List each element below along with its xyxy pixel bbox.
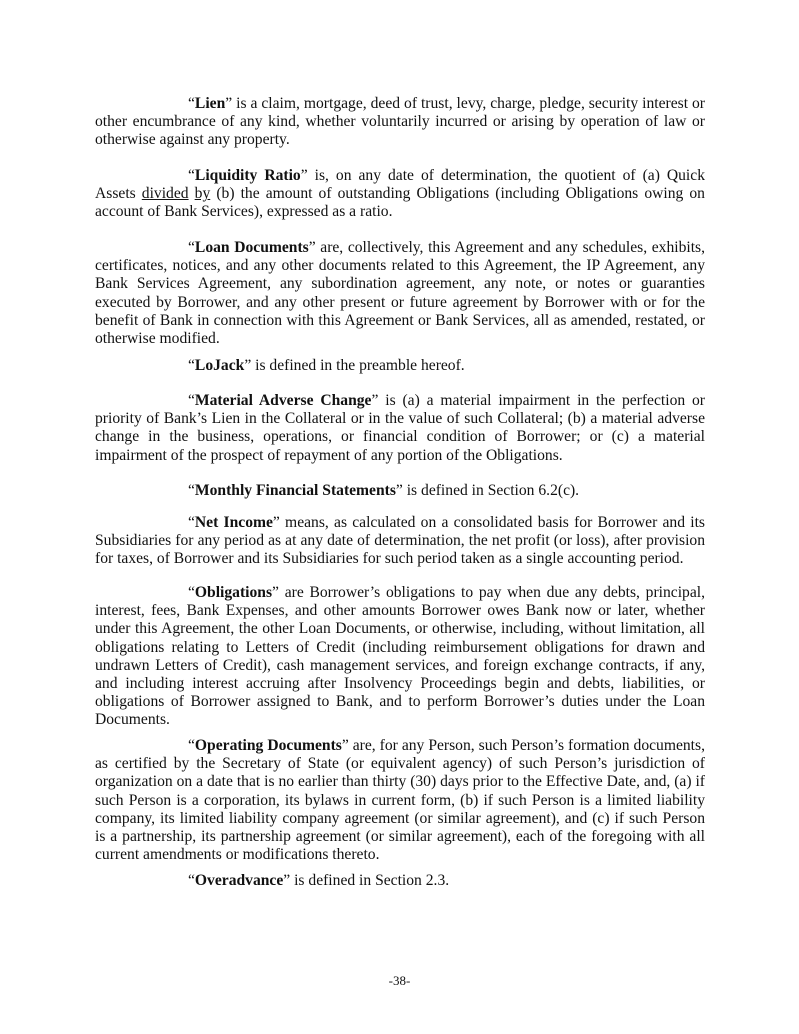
definition-material-adverse-change: “Material Adverse Change” is (a) a material impairment in the perfection or priority of Bank’s Lien in the Collateral or in the value of such Collateral; (b) a material adverse change in the business, operations, or financial condition of Borrower; or (c) a material impairment of the prospect of repayment of any portion of the Obligations.: [95, 392, 706, 464]
definition-operating-documents: “Operating Documents” are, for any Person, such Person’s formation documents, as certified by the Secretary of State (or equivalent agency) of such Person’s jurisdiction of organization on a date that is no earlier than thirty (30) days prior to the Effective Date, and, (a) if such Person is a corporation, its bylaws in current form, (b) if such Person is a limited liability company, its limited liability company agreement (or similar agreement), and (c) if such Person is a partnership, its partnership agreement (or similar agreement), each of the foregoing with all current amendments or modifications thereto.: [95, 737, 705, 864]
term: Loan Documents: [194, 239, 309, 256]
definition-liquidity-ratio: “Liquidity Ratio” is, on any date of determination, the quotient of (a) Quick Assets divided by (b) the amount of outstanding Obligations (including Obligations owing on account of Bank Services), expressed as a ratio.: [95, 167, 705, 221]
definition-text: are, for any Person, such Person’s formation documents, as certified by the Secretary of State (or equivalent agency) of such Person’s jurisdiction of organization on a date that is no earlier than thirty (30) days prior to the Effective Date, and, (a) if such Person is a corporation, its bylaws in current form, (b) if such Person is a limited liability company, its limited liability company agreement (or similar agreement), and (c) if such Person is a partnership, its partnership agreement (or similar agreement), each of the foregoing with all current amendments or modifications thereto.: [95, 737, 705, 864]
definition-net-income: “Net Income” means, as calculated on a consolidated basis for Borrower and its Subsidiaries for any period as at any date of determination, the net profit (or loss), after provision for taxes, of Borrower and its Subsidiaries for such period taken as a single accounting period.: [95, 514, 705, 568]
definition-text: are Borrower’s obligations to pay when due any debts, principal, interest, fees, Bank Expenses, and other amounts Borrower owes Bank now or later, whether under this Agreement, the other Loan Documents, or otherwise, including, without limitation, all obligations relating to Letters of Credit (including reimbursement obligations for drawn and undrawn Letters of Credit), cash management services, and foreign exchange contracts, if any, and including interest accruing after Insolvency Proceedings begin and debts, liabilities, or obligations of Borrower assigned to Bank, and to perform Borrower’s duties under the Loan Documents.: [95, 584, 705, 729]
term: Monthly Financial Statements: [194, 482, 396, 499]
underlined-word: divided: [141, 185, 189, 203]
definition-lojack: “LoJack” is defined in the preamble hereof.: [188, 357, 465, 374]
definition-text: (b) the amount of outstanding Obligations (including Obligations owing on account of Bank Services), expressed as a ratio.: [95, 185, 705, 221]
definition-text: is a claim, mortgage, deed of trust, levy, charge, pledge, security interest or other encumbrance of any kind, whether voluntarily incurred or arising by operation of law or otherwise against any property.: [95, 95, 705, 149]
definition-text: is defined in Section 2.3.: [290, 872, 450, 889]
term: Obligations: [194, 584, 273, 601]
definition-obligations: “Obligations” are Borrower’s obligations to pay when due any debts, principal, interest, fees, Bank Expenses, and other amounts Borrower owes Bank now or later, whether under this Agreement, the other Loan Documents, or otherwise, including, without limitation, all obligations relating to Letters of Credit (including reimbursement obligations for drawn and undrawn Letters of Credit), cash management services, and foreign exchange contracts, if any, and including interest accruing after Insolvency Proceedings begin and debts, liabilities, or obligations of Borrower assigned to Bank, and to perform Borrower’s duties under the Loan Documents.: [95, 584, 705, 729]
definition-text: is defined in Section 6.2(c).: [402, 482, 580, 499]
term: Overadvance: [194, 872, 284, 889]
term: Net Income: [194, 514, 273, 531]
definition-text: is (a) a material impairment in the perfection or priority of Bank’s Lien in the Collateral or in the value of such Collateral; (b) a material adverse change in the business, operations, or financial condition of Borrower; or (c) a material impairment of the prospect of repayment of any portion of the Obligations.: [95, 392, 706, 464]
definition-loan-documents: “Loan Documents” are, collectively, this Agreement and any schedules, exhibits, certificates, notices, and any other documents related to this Agreement, the IP Agreement, any Bank Services Agreement, any subordination agreement, any note, or notes or guaranties executed by Borrower, and any other present or future agreement by Borrower with or for the benefit of Bank in connection with this Agreement or Bank Services, all as amended, restated, or otherwise modified.: [95, 239, 706, 348]
definition-lien: “Lien” is a claim, mortgage, deed of trust, levy, charge, pledge, security interest or other encumbrance of any kind, whether voluntarily incurred or arising by operation of law or otherwise against any property.: [95, 95, 705, 149]
underlined-word: by: [194, 185, 211, 203]
term: LoJack: [194, 357, 245, 374]
term: Lien: [194, 95, 226, 112]
term: Liquidity Ratio: [194, 167, 301, 184]
term: Material Adverse Change: [194, 392, 372, 409]
page-number: -38-: [388, 973, 411, 988]
definition-text: are, collectively, this Agreement and any schedules, exhibits, certificates, notices, and any other documents related to this Agreement, the IP Agreement, any Bank Services Agreement, any subordination agreement, any note, or notes or guaranties executed by Borrower, and any other present or future agreement by Borrower with or for the benefit of Bank in connection with this Agreement or Bank Services, all as amended, restated, or otherwise modified.: [95, 239, 706, 348]
term: Operating Documents: [194, 737, 342, 754]
definition-monthly-financial-statements: “Monthly Financial Statements” is defined in Section 6.2(c).: [188, 482, 580, 499]
definition-text: means, as calculated on a consolidated basis for Borrower and its Subsidiaries for any period as at any date of determination, the net profit (or loss), after provision for taxes, of Borrower and its Subsidiaries for such period taken as a single accounting period.: [95, 514, 705, 568]
definition-text: is, on any date of determination, the quotient of (a) Quick Assets: [95, 167, 705, 203]
definition-overadvance: “Overadvance” is defined in Section 2.3.: [188, 872, 450, 889]
definition-text: is defined in the preamble hereof.: [251, 357, 465, 374]
